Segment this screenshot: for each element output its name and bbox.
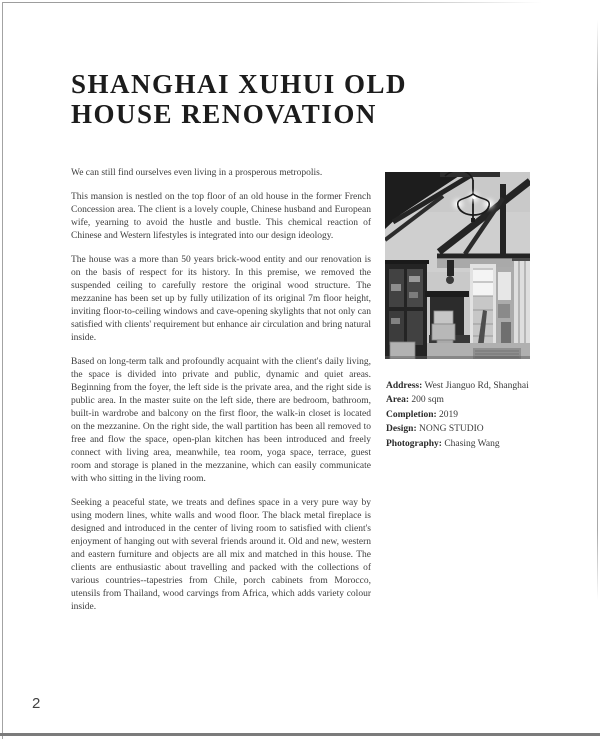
meta-value: NONG STUDIO <box>419 424 484 435</box>
title-line-1: SHANGHAI XUHUI OLD <box>71 69 408 99</box>
meta-label: Completion: <box>386 409 437 420</box>
meta-value: 2019 <box>439 409 459 420</box>
meta-row-address <box>386 379 561 393</box>
interior-photo <box>385 172 530 359</box>
meta-row-area <box>386 393 561 407</box>
meta-row-design <box>386 422 561 436</box>
project-meta <box>386 379 561 451</box>
paragraph-mansion: This mansion is nestled on the top floor of an old house in the former French Concession area. The client is a lovely couple, Chinese husband and European wife, yearning to avoid the hustle and bustle. This chemical reaction of Chinese and Western lifestyles is integrated into our design ideology. <box>71 192 371 241</box>
scan-edge-right <box>597 20 598 600</box>
meta-row-photography <box>386 437 561 451</box>
meta-label: Photography: <box>386 438 442 449</box>
meta-value: Chasing Wang <box>444 438 500 449</box>
meta-value: 200 sqm <box>411 395 444 406</box>
page-title <box>71 69 407 129</box>
paragraph-intro: We can still find ourselves even living in a prosperous metropolis. <box>71 168 323 178</box>
scan-edge-left <box>2 2 3 739</box>
page-number: 2 <box>32 695 41 712</box>
article-body <box>71 167 371 625</box>
title-line-2: HOUSE RENOVATION <box>71 99 377 129</box>
paragraph-structure: The house was a more than 50 years brick-wood entity and our renovation is on the basis of respect for its history. In this premise, we removed the suspended ceiling to carefully restore the original wood structure. The mezzanine has been set up by fully utilization of its original 7m floor height, inviting floor-to-ceiling windows and cave-opening skylights that not only can satisfied with clients' requirement but enhance air circulation and bring natural inside. <box>71 255 371 343</box>
meta-row-completion <box>386 408 561 422</box>
paragraph-style: Seeking a peaceful state, we treats and defines space in a very pure way by using modern lines, white walls and wood floor. The black metal fireplace is designed and introduced in the center of living room to satisfied with client's enjoyment of hanging out with several friends around it. Old and new, western and eastern furniture and objects are all mix and matched in this house. The clients are enthusiastic about travelling and packed with the collections of various countries--tapestries from Chile, porch cabinets from Morocco, utensils from Thailand, wood carvings from Africa, which adds variety colour inside. <box>71 498 371 612</box>
meta-label: Area: <box>386 395 410 406</box>
meta-label: Address: <box>386 381 423 391</box>
scan-edge-top <box>2 2 542 3</box>
meta-value: West Jianguo Rd, Shanghai <box>424 381 529 391</box>
paragraph-layout: Based on long-term talk and profoundly acquaint with the client's daily living, the space is divided into private and public, dynamic and quiet areas. Beginning from the foyer, the left side is the private area, and the right side is public area. In the master suite on the left side, there are bedroom, bathroom, built-in wardrobe and balcony on the first floor, the walk-in closet is located on the mezzanine. On the right side, the wall partition has been all removed to free and flow the space, open-plan kitchen has been introduced and freely connect with living area, meanwhile, tea room, yoga space, terrace, guest room and storage is planed in the mezzanine, which can easily communicate with who sitting in the living room. <box>71 357 371 484</box>
interior-photo-art <box>385 172 530 359</box>
scan-edge-bottom <box>0 733 600 736</box>
meta-label: Design: <box>386 424 417 435</box>
